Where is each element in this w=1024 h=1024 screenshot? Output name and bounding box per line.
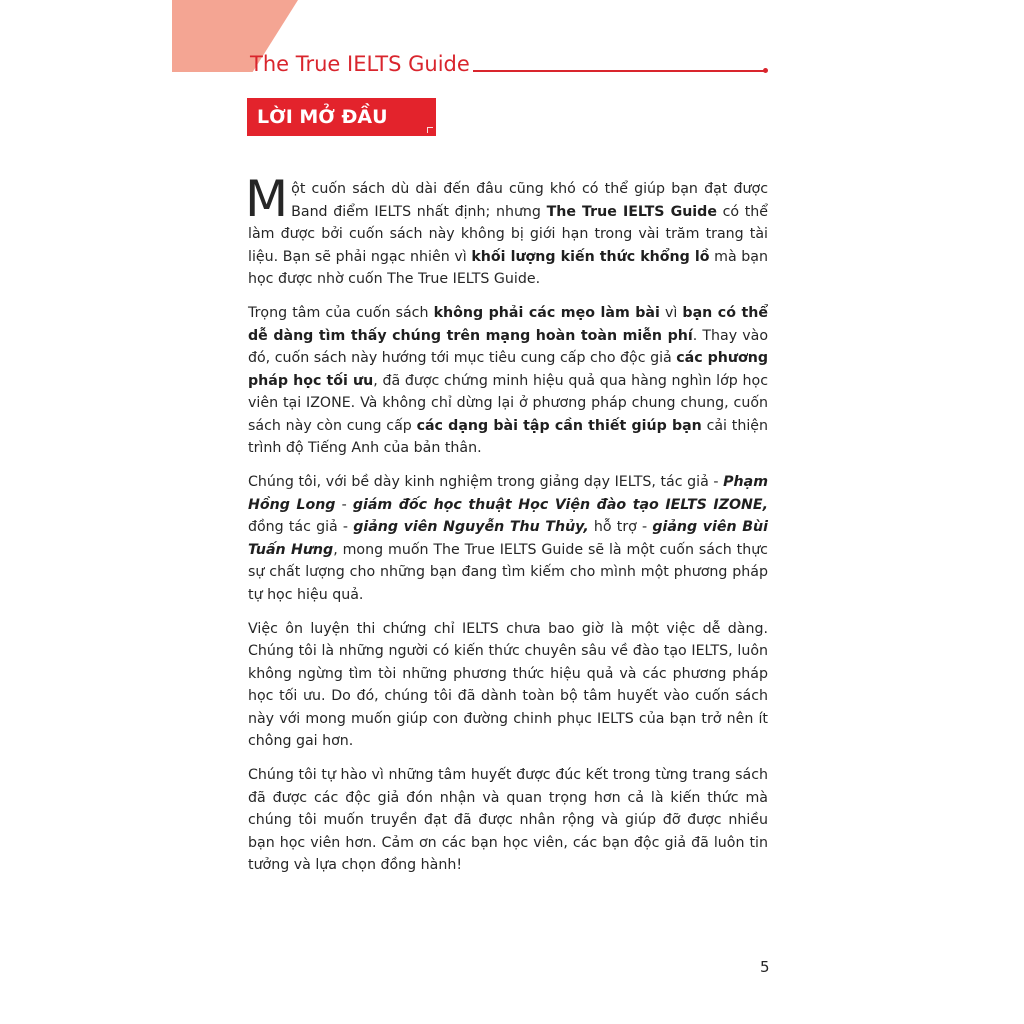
p3-text-5: , mong muốn The True IELTS Guide sẽ là một cuốn sách thực sự chất lượng cho những bạn đang tìm kiếm cho mình một phương pháp tự học hiệu quả. (248, 541, 768, 603)
section-heading (247, 98, 436, 136)
p2-text-3: . Thay vào đó, cuốn sách này hướng tới mục tiêu cung cấp cho độc giả (248, 327, 768, 366)
p2-bold-2: bạn có thể dễ dàng tìm thấy chúng trên mạng hoàn toàn miễn phí (248, 305, 768, 344)
p3-bold-italic-3: giảng viên Nguyễn Thu Thủy, (353, 519, 589, 535)
p1-text-3: mà bạn học được nhờ cuốn The True IELTS Guide. (248, 248, 768, 287)
p3-text-4: hỗ trợ - (588, 519, 653, 535)
p3-text-2: - (335, 496, 353, 513)
p2-text-5: cải thiện trình độ Tiếng Anh của bản thân. (248, 417, 768, 456)
p1-bold-2: khối lượng kiến thức khổng lồ (471, 248, 710, 265)
header-rule (473, 70, 765, 72)
page-number: 5 (760, 958, 770, 976)
p3-text-1: Chúng tôi, với bề dày kinh nghiệm trong giảng dạy IELTS, tác giả - (248, 474, 724, 490)
paragraph-2 (248, 302, 768, 460)
p2-text-4: , đã được chứng minh hiệu quả qua hàng nghìn lớp học viên tại IZONE. Và không chỉ dừng lại ở phương pháp chung chung, cuốn sách này còn cung cấp (248, 372, 768, 434)
body-text (245, 170, 769, 888)
p1-bold-1: The True IELTS Guide (546, 203, 717, 220)
p3-text-3: đồng tác giả - (248, 519, 354, 535)
header-rule-dot (763, 68, 768, 73)
drop-cap: M (245, 170, 289, 228)
paragraph-5: Chúng tôi tự hào vì những tâm huyết được đúc kết trong từng trang sách đã được các độc giả đón nhận và quan trọng hơn cả là kiến thức mà chúng tôi muốn truyền đạt đã được nhân rộng và giúp đỡ được nhiều bạn học viên hơn. Cảm ơn các bạn học viên, các bạn độc giả đã luôn tin tưởng và lựa chọn đồng hành! (248, 767, 768, 873)
p2-bold-3: các phương pháp học tối ưu (248, 350, 768, 389)
corner-mark-icon (427, 127, 433, 133)
paragraph-4: Việc ôn luyện thi chứng chỉ IELTS chưa bao giờ là một việc dễ dàng. Chúng tôi là những người có kiến thức chuyên sâu về đào tạo IELTS, luôn không ngừng tìm tòi những phương thức hiệu quả và các phương pháp học tối ưu. Do đó, chúng tôi đã dành toàn bộ tâm huyết vào cuốn sách này với mong muốn giúp con đường chinh phục IELTS của bạn trở nên ít chông gai hơn. (248, 620, 768, 749)
p3-bold-italic-2: giám đốc học thuật Học Viện đào tạo IELTS IZONE, (352, 496, 769, 513)
paragraph-1 (245, 170, 768, 291)
p2-bold-1: không phải các mẹo làm bài (433, 305, 660, 321)
paragraph-3 (248, 471, 768, 606)
p2-text-2: vì (659, 305, 683, 321)
section-heading-text: LỜI MỞ ĐẦU (257, 106, 388, 128)
p1-text-1: ột cuốn sách dù dài đến đâu cũng khó có thể giúp bạn đạt được Band điểm IELTS nhất định; nhưng (291, 181, 768, 220)
p2-bold-4: các dạng bài tập cần thiết giúp bạn (416, 417, 702, 434)
p3-bold-italic-4: giảng viên Bùi Tuấn Hưng (248, 519, 768, 558)
p2-text-1: Trọng tâm của cuốn sách (248, 305, 434, 321)
p3-bold-italic-1: Phạm Hồng Long (248, 474, 768, 513)
p1-text-2: có thể làm được bởi cuốn sách này không bị giới hạn trong vài trăm trang tài liệu. Bạn sẽ phải ngạc nhiên vì (248, 203, 768, 265)
running-header-title: The True IELTS Guide (250, 52, 470, 76)
